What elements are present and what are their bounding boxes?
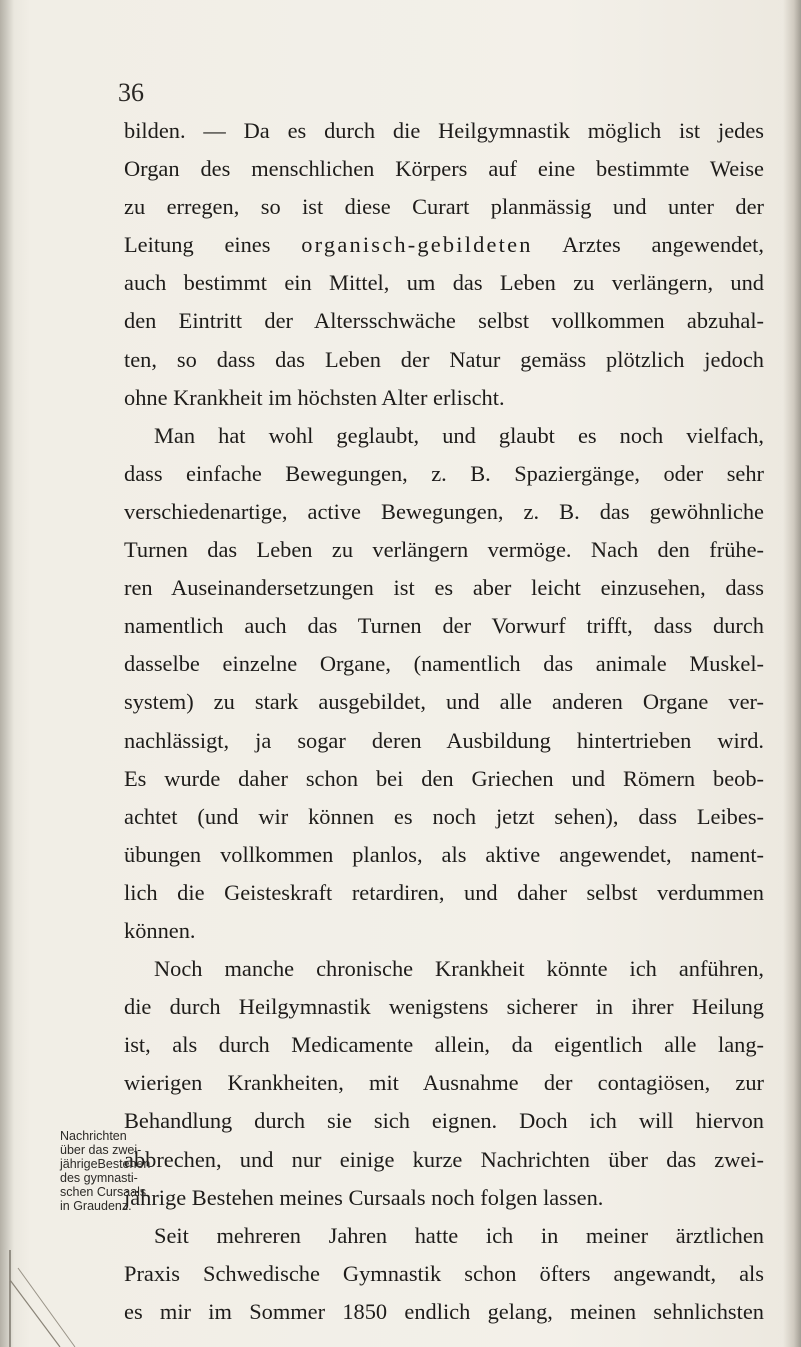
text-line: dass einfache Bewegungen, z. B. Spaziergänge, oder sehr (124, 460, 764, 486)
text-line: verschiedenartige, active Bewegungen, z. B. das gewöhnliche (124, 498, 764, 524)
text-line: Turnen das Leben zu verlängern vermöge. Nach den frühe- (124, 537, 764, 563)
margin-note-line: in Graudenz. (60, 1199, 132, 1213)
text-line: ohne Krankheit im höchsten Alter erlischt. (124, 384, 505, 410)
text-line: zu erregen, so ist diese Curart planmässig und unter der (124, 194, 764, 220)
text-line: bilden. — Da es durch die Heilgymnastik möglich ist jedes (124, 118, 764, 143)
margin-note-line: schen Cursaals (60, 1185, 147, 1199)
text-line: übungen vollkommen planlos, als aktive angewendet, nament- (124, 841, 764, 867)
margin-note-line: jährigeBestehen (60, 1157, 151, 1171)
page-number: 36 (118, 78, 144, 107)
text-line: achtet (und wir können es noch jetzt sehen), dass Leibes- (124, 803, 764, 829)
text-segment: Arztes angewendet, (562, 232, 764, 258)
emphasized-text: organisch-gebildeten (301, 232, 533, 258)
text-line: nachlässigt, ja sogar deren Ausbildung hintertrieben wird. (124, 727, 764, 753)
page-corner-fold (0, 1250, 120, 1347)
margin-note-line: Nachrichten (60, 1129, 127, 1143)
text-line: ren Auseinandersetzungen ist es aber leicht einzusehen, dass (124, 575, 764, 601)
margin-note-line: über das zwei- (60, 1143, 142, 1157)
text-line: die durch Heilgymnastik wenigstens sicherer in ihrer Heilung (124, 994, 764, 1020)
text-line: Praxis Schwedische Gymnastik schon öfters angewandt, als (124, 1260, 764, 1286)
text-line (124, 226, 764, 264)
text-line: namentlich auch das Turnen der Vorwurf trifft, dass durch (124, 613, 764, 639)
text-line: Organ des menschlichen Körpers auf eine bestimmte Weise (124, 156, 764, 182)
text-line: Noch manche chronische Krankheit könnte ich anführen, (154, 956, 764, 982)
text-line: Man hat wohl geglaubt, und glaubt es noch vielfach, (154, 422, 764, 448)
text-line: Behandlung durch sie sich eignen. Doch ich will hiervon (124, 1108, 764, 1134)
text-line: ist, als durch Medicamente allein, da eigentlich alle lang- (124, 1032, 764, 1058)
margin-note-line: des gymnasti- (60, 1171, 138, 1185)
text-line: system) zu stark ausgebildet, und alle anderen Organe ver- (124, 689, 764, 715)
text-line: auch bestimmt ein Mittel, um das Leben zu verlängern, und (124, 270, 764, 296)
text-line: lich die Geisteskraft retardiren, und daher selbst verdummen (124, 879, 764, 905)
page-gutter-shadow (0, 0, 14, 1347)
text-segment: Leitung eines (124, 232, 271, 258)
text-line: ten, so dass das Leben der Natur gemäss plötzlich jedoch (124, 346, 764, 372)
text-line: wierigen Krankheiten, mit Ausnahme der contagiösen, zur (124, 1070, 764, 1096)
text-line: Es wurde daher schon bei den Griechen und Römern beob- (124, 765, 764, 791)
text-line: können. (124, 917, 196, 943)
main-text (124, 112, 764, 1331)
text-line: den Eintritt der Altersschwäche selbst vollkommen abzuhal- (124, 308, 764, 334)
text-line: abbrechen, und nur einige kurze Nachrichten über das zwei- (124, 1146, 764, 1172)
text-line: jährige Bestehen meines Cursaals noch folgen lassen. (124, 1184, 604, 1210)
text-line: dasselbe einzelne Organe, (namentlich das animale Muskel- (124, 651, 764, 677)
page-edge-shadow (783, 0, 801, 1347)
text-line: Seit mehreren Jahren hatte ich in meiner ärztlichen (154, 1222, 764, 1248)
text-line: es mir im Sommer 1850 endlich gelang, meinen sehnlichsten (124, 1298, 764, 1324)
margin-note (60, 1129, 151, 1213)
